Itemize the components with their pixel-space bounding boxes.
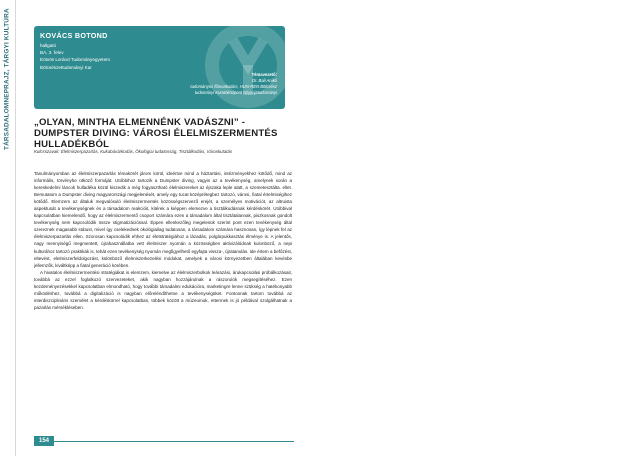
body-paragraph: A hivatalos élelmiszermentési stratégiákat is elemzem, kiemelve az élelmiszerbolkok leárazási, árukapcsolási próbálkozásait, továbbá az ezzel foglalkozó szervezeteket, akik nagyban hozzájárulnak a rászorulók megsegítéséhez. Ezen kezdeményezésekkel kapcsolatban elmondható, hogy további társadalmi edukációra, marketingre lenne szükség a hatékonyabb működéshez, továbbá a digitalizáció is nagyban előreléndíthetne a tevékenységüket. Fontosnak tartom továbbá az interdiszciplináris személet a kérdéskörrel kapcsolatban, többek között a múzeumok, ettermek is jó példával szolgálhatnak a pazarlás mérsékléseben. [34, 269, 292, 310]
section-label: TÁRSADALOMNEPRAJZ, TÁRGYI KULTÚRA [3, 8, 11, 150]
body-paragraph: Tanulmányomban az élelmiszerpazarlás témakörét járom körül, ideértve mind a háztartási, intézményekhez kötődő, mind az informális, törvényhe ütköző formáját. Utóbbihoz tartozik a Dumpster diving, vagyis az a tevékenység, amelynek során a kereskedelmi láncok hulladéka közül kiszedik a még fogyasztható élelmiszereket az éjszaka leple alatt, a szemetesztálta. ellet. Bemutatom a Dumpster diving magyarországi megjelenését, amely egy tucat középrétegbez tartozó, városi, fiatal értelmiségihez kötődő. Elemzem az általuk megvalósuló élelmiszermentés közösségszervező erejét, a személyes motivációt, az altruista aspektusát a tevékenységnek és a társadalom reakcióit, kitérek a kiéppen elemezve a tisztálkodásnak kérdéskörét. Utóbbival kapcsolatban kiemelendő, hogy az élelmiszermentő csoport számára ezen a társadalom által tisztátalannak, piszkosnak gondolt tevékenység nem kapcsolódik össze stigmatizációssal. Éppen ellenkezőleg megelesük szerint pont ezen tevékenység által szereznek magasabb státust, mivel így cselekednek ökológiailag tudatosan, a társadalom számára hasznosan, így lépnek fel az élelmiszerpazarlás ellen. Szorosan kapcsolódik ehhez az életstratégiához a lázadás, polgárpukkasztás élménye is. A jelentős, nagy mennyiségű megmentett, újrahasznállatba vett élelmiszer nyomán a közösségben aktivizálódnak kulonböző, a nepi kulturához tartozó praktikák is, tehát ezen tevékenység nyomán megfigyelhető egyfajta vissza-, újratanulás. Ide értem a befőzést, eltevést, elelmiszerfeldolgozást, különböző élelmiszerkezelési módokat, amelyek a városi környezetben általában kevésbe jellemzők, kiváltképp a fiatal generáció körében. [34, 171, 292, 268]
author-affiliation [40, 42, 110, 71]
sidebar-divider [15, 0, 16, 456]
article-body [34, 170, 292, 311]
supervisor-line: Dr. Bali Anikó [251, 78, 277, 83]
page-number: 154 [34, 436, 54, 446]
university-logo-icon [203, 26, 285, 109]
author-line: BA, 3. felev [40, 50, 64, 56]
supervisor-block [190, 72, 277, 96]
footer-rule [54, 441, 294, 442]
author-line: Eötvös Loránd Tudományegyetem [40, 57, 110, 63]
keywords: Kulcsszavak: Élelmiszerpazarlás, Kukabúvárkodás, Ökológiai tudatosság, Tisztálkodási, Városkutatás [34, 149, 233, 154]
supervisor-label: Témavezető: [251, 72, 277, 77]
author-line: hallgató [40, 43, 57, 48]
supervisor-line: tudományi Kutatóközpont Néprajztudományi [194, 90, 277, 95]
author-header [34, 26, 285, 109]
article-title: „OLYAN, MINTHA ELMENNÉNK VADÁSZNI” - DUMPSTER DIVING: VÁROSI ÉLELMISZERMENTÉS HULLADÉKBÓL [34, 117, 278, 150]
author-name: KOVÁCS BOTOND [40, 31, 108, 40]
supervisor-line: tudományos főmunkatárs, HUN-REN Bölcsész [190, 84, 277, 89]
section-sidebar [0, 0, 14, 160]
author-line: Bölcsészettudományi Kar [40, 64, 92, 70]
